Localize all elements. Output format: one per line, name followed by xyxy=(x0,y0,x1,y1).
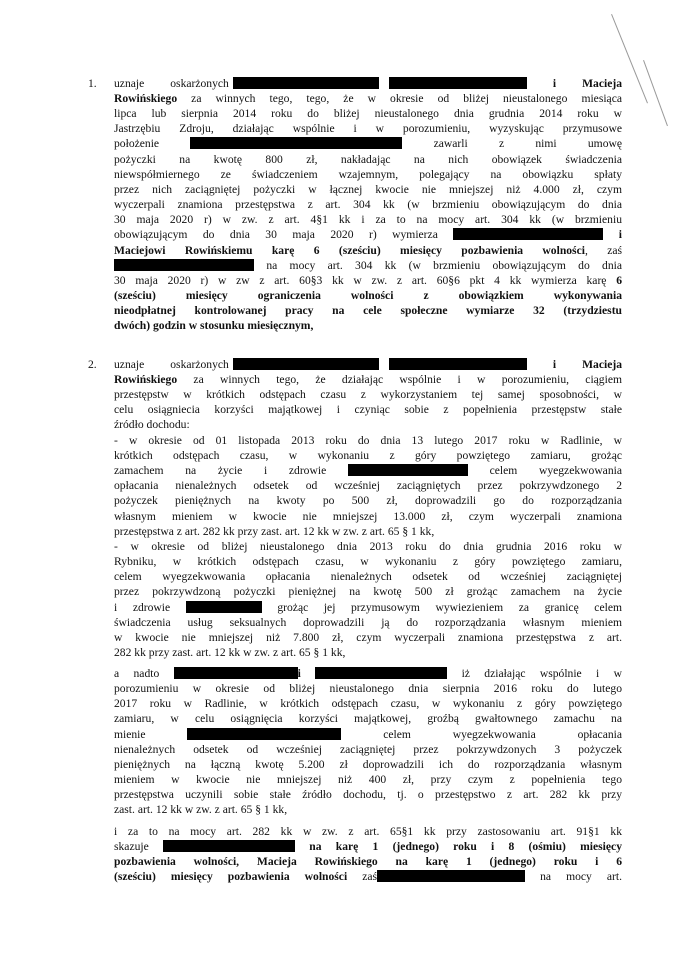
s2-line-2 xyxy=(114,372,622,387)
redaction-block xyxy=(233,77,379,89)
s1-line-8: przez nich zaciągniętej pożyczki w łącznej kwocie nie mniejszej niż 4.000 zł, czym xyxy=(114,183,622,196)
s2-line-30: zast. art. 12 kk w zw. z art. 65 § 1 kk, xyxy=(114,803,288,816)
s2-line-23: 2017 roku w Radlinie, w krótkich odstępach czasu, w wykonaniu z góry powziętego xyxy=(114,697,622,710)
s2-line-8 xyxy=(114,463,622,478)
s2-line-32 xyxy=(114,839,622,854)
s2-line-29: przestępstwa uczynili sobie stałe źródło dochodu, tj. o przestępstwo z art. 282 kk przy xyxy=(114,788,622,801)
s1-line-13 xyxy=(114,258,622,273)
s2-line-16: przez pokrzywdzoną pożyczki pieniężnej na kwotę 500 zł grożąc zamachem na życie xyxy=(114,585,622,598)
s2-line-6: - w okresie od 01 listopada 2013 roku do dnia 13 lutego 2017 roku w Radlinie, w xyxy=(114,434,622,447)
s1-line-1 xyxy=(114,76,622,91)
text: i xyxy=(297,667,301,680)
text: i Macieja xyxy=(552,77,623,90)
text: celem wyegzekwowania opłacania xyxy=(383,728,622,741)
s1-line-11 xyxy=(114,227,622,242)
redaction-block xyxy=(377,870,525,882)
text: i xyxy=(618,228,622,241)
text: za winnych tego, tego, że w okresie od bliżej nieustalonego miesiąca xyxy=(177,92,622,105)
text: i Macieja xyxy=(552,358,623,371)
s2-line-12: przestępstwa z art. 282 kk przy zast. art. 12 kk w zw. z art. 65 § 1 kk, xyxy=(114,525,435,538)
redaction-block xyxy=(114,259,254,271)
redaction-block xyxy=(348,464,468,476)
s2-line-28: mieniem w kwocie nie mniejszej niż 400 zł, przy czym z popełnienia tego xyxy=(114,773,622,786)
s2-line-4: celu osiągniecia korzyści majątkowej i czyniąc sobie z popełnienia przestępstw stałe xyxy=(114,403,622,416)
s2-line-22: porozumieniu w okresie od bliżej nieustalonego dnia sierpnia 2016 roku do lutego xyxy=(114,682,622,695)
name-bold: Rowińskiego xyxy=(114,373,178,386)
s2-line-13: - w okresie od bliżej nieustalonego dnia 2013 roku do dnia grudnia 2016 roku w xyxy=(114,540,622,553)
s2-line-26: nienależnych odsetek od wcześniej zaciągniętej przez pokrzywdzonych 3 pożyczek xyxy=(114,743,622,756)
text: , zaś xyxy=(584,244,622,257)
redaction-block xyxy=(453,228,603,240)
redaction-block xyxy=(163,840,295,852)
text: na mocy art. 304 kk (w brzmieniu obowiązującym do dnia xyxy=(266,259,623,272)
s1-line-16: nieodpłatnej kontrolowanej pracy na cele społeczne wymiarze 32 (trzydziestu xyxy=(114,304,622,317)
text: mienie xyxy=(114,728,146,741)
text: na karę 1 (jednego) roku i 8 (ośmiu) miesięcy xyxy=(309,840,622,853)
s1-line-7: niewspółmiernego ze świadczeniem wzajemnym, polegający na obowiązku spłaty xyxy=(114,168,622,181)
redaction-block xyxy=(389,77,527,89)
s2-line-20: 282 kk przy zast. art. 12 kk w zw. z art. 65 § 1 kk, xyxy=(114,646,346,659)
text: skazuje xyxy=(114,840,149,853)
text: za winnych tego, że działając wspólnie i w porozumieniu, ciągiem xyxy=(177,373,622,386)
s2-line-9: opłacania nienależnych odsetek od wcześniej zaciągniętych przez pokrzywdzonego 2 xyxy=(114,479,622,492)
s1-line-5 xyxy=(114,136,622,151)
s2-line-11: własnym mieniem w kwocie nie mniejszej 13.000 zł, czym wyczerpali znamiona xyxy=(114,510,622,523)
s2-line-24: zamiaru, w celu osiągnięcia korzyści majątkowej, groźbą gwałtownego zamachu na xyxy=(114,712,622,725)
s1-line-4: Jastrzębiu Zdroju, działając wspólnie i w porozumieniu, wyzyskując przymusowe xyxy=(114,122,622,135)
text: zaś xyxy=(362,870,378,883)
s2-line-1 xyxy=(114,357,622,372)
redaction-block xyxy=(174,667,298,679)
redaction-block xyxy=(389,358,527,370)
s1-line-12 xyxy=(114,243,622,258)
s2-line-5: źródło dochodu: xyxy=(114,418,190,431)
text: grożąc jej przymusowym wywiezieniem za granicę celem xyxy=(277,601,622,614)
s2-line-10: pożyczek pieniężnych na kwoty po 500 zł, doprowadzili go do rozporządzania xyxy=(114,494,622,507)
s1-line-9: wyczerpali znamiona przestępstwa z art. 304 kk (w brzmieniu obowiązującym do dnia xyxy=(114,198,622,211)
redaction-block xyxy=(315,667,447,679)
s2-line-34 xyxy=(114,869,622,884)
s1-line-3: lipca lub sierpnia 2014 roku do bliżej nieustalonego dnia grudnia 2014 roku w xyxy=(114,107,622,120)
s2-line-27: pieniężnych na łączną kwotę 5.200 zł doprowadzili ich do rozporządzania własnym xyxy=(114,758,622,771)
item-number-1: 1. xyxy=(88,77,97,90)
redaction-block xyxy=(190,137,402,149)
scan-artifact-line-2 xyxy=(643,60,668,126)
text: 30 maja 2020 r) w zw z art. 60§3 kk w zw. z art. 60§6 pkt 4 kk wymierza karę xyxy=(114,274,617,287)
s2-line-21 xyxy=(114,666,622,681)
text: położenie xyxy=(114,137,160,150)
name-bold: Rowińskiego xyxy=(114,92,178,105)
s2-line-15: celem wyegzekwowania opłacania nienależnych odsetek od wcześniej zaciągniętej xyxy=(114,570,622,583)
s2-line-14: Rybniku, w krótkich odstępach czasu, w wykonaniu z góry powziętego zamiaru, xyxy=(114,555,622,568)
s2-line-19: w kwocie nie mniejszej niż 7.800 zł, czym wyczerpali znamiona przestępstwa z art. xyxy=(114,631,622,644)
text: a nadto xyxy=(114,667,160,680)
text: Maciejowi Rowińskiemu karę 6 (sześciu) miesięcy pozbawienia wolności xyxy=(114,244,585,257)
text: zawarli z nimi umowę xyxy=(433,137,623,150)
text: obowiązującym do dnia 30 maja 2020 r) wymierza xyxy=(114,228,438,241)
text: iż działając wspólnie i w xyxy=(461,667,622,680)
text: uznaje oskarżonych xyxy=(114,358,229,371)
s2-line-31: i za to na mocy art. 282 kk w zw. z art. 65§1 kk przy zastosowaniu art. 91§1 kk xyxy=(114,825,622,838)
s1-line-15: (sześciu) miesięcy ograniczenia wolności z obowiązkiem wykonywania xyxy=(114,289,622,302)
text: zamachem na życie i zdrowie xyxy=(114,464,327,477)
redaction-block xyxy=(186,601,262,613)
redaction-block xyxy=(233,358,379,370)
text: celem wyegzekwowania xyxy=(489,464,622,477)
text: i zdrowie xyxy=(114,601,171,614)
redaction-block xyxy=(187,728,341,740)
text: uznaje oskarżonych xyxy=(114,77,229,90)
text: 6 xyxy=(616,274,622,287)
s1-line-17: dwóch) godzin w stosunku miesięcznym, xyxy=(114,319,314,332)
s2-line-3: przestępstw w krótkich odstępach czasu z wykorzystaniem tej samej sposobności, w xyxy=(114,388,622,401)
s2-line-33: pozbawienia wolności, Macieja Rowińskiego na karę 1 (jednego) roku i 6 xyxy=(114,855,622,868)
s1-line-2 xyxy=(114,91,622,106)
text: (sześciu) miesięcy pozbawienia wolności xyxy=(114,870,348,883)
s2-line-25 xyxy=(114,727,622,742)
s1-line-14 xyxy=(114,273,622,288)
s2-line-17 xyxy=(114,600,622,615)
s1-line-10: 30 maja 2020 r) w zw. z art. 4§1 kk i za to na mocy art. 304 kk (w brzmieniu xyxy=(114,213,622,226)
s1-line-6: pożyczki na kwotę 800 zł, nakładając na nich obowiązek świadczenia xyxy=(114,153,622,166)
item-number-2: 2. xyxy=(88,358,97,371)
s2-line-7: krótkich odstępach czasu, w wykonaniu z góry powziętego zamiaru, grożąc xyxy=(114,449,622,462)
text: na mocy art. xyxy=(540,870,623,883)
s2-line-18: świadczenia usług seksualnych doprowadzili ją do rozporządzania własnym mieniem xyxy=(114,616,622,629)
